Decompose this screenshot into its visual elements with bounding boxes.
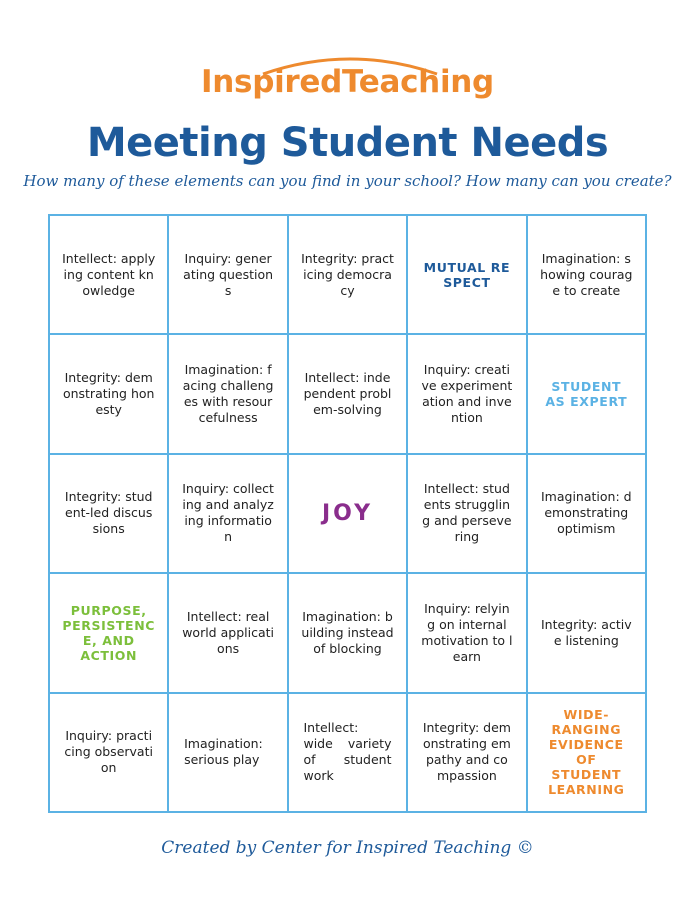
cell-text: Imagination: showing courage to create [540, 250, 633, 298]
cell-text: Integrity: demonstrating empathy and compassion [422, 720, 511, 784]
cell-text: Inquiry: practicing observation [64, 728, 153, 776]
grid-cell [407, 454, 526, 573]
page-title: Meeting Student Needs [86, 120, 609, 166]
cell-text: Imagination: serious play [184, 736, 263, 768]
grid-cell [527, 573, 646, 692]
cell-text: Inquiry: collecting and analyzing information [182, 481, 274, 545]
grid-cell [527, 693, 646, 812]
cell-text: Inquiry: creative experimentation and invention [421, 362, 513, 426]
cell-text: Intellect: students struggling and persevering [422, 481, 512, 545]
page-subtitle: How many of these elements can you find in your school? How many can you create? [23, 172, 672, 190]
grid-cell [527, 454, 646, 573]
grid-cell [49, 454, 168, 573]
grid-cell [407, 334, 526, 453]
grid-cell [288, 454, 407, 573]
cell-text: Integrity: student-led discussions [64, 489, 153, 537]
grid-cell [527, 215, 646, 334]
cell-text: Intellect: independent problem-solving [303, 370, 392, 418]
grid-cell [49, 215, 168, 334]
grid-cell [288, 573, 407, 692]
cell-text: WIDE-RANGING EVIDENCE OF STUDENT LEARNING [548, 707, 625, 798]
cell-text: Imagination: building instead of blocking [301, 608, 394, 656]
grid-cell [288, 693, 407, 812]
grid-cell [168, 334, 287, 453]
grid-cell [49, 334, 168, 453]
grid-cell [288, 334, 407, 453]
grid-cell [407, 215, 526, 334]
grid-cell [288, 215, 407, 334]
grid-cell [407, 573, 526, 692]
grid-cell [49, 693, 168, 812]
cell-text: Imagination: facing challenges with resourcefulness [182, 362, 274, 426]
cell-text: Imagination: demonstrating optimism [541, 489, 632, 537]
cell-text: Intellect: real world applications [182, 608, 274, 656]
grid-cell [168, 573, 287, 692]
cell-text: Integrity: active listening [540, 616, 632, 648]
footer-credit: Created by Center for Inspired Teaching © [161, 838, 534, 858]
cell-text: STUDENT AS EXPERT [545, 379, 628, 410]
cell-text: Inquiry: generating questions [183, 250, 274, 298]
bingo-grid [48, 214, 647, 813]
grid-cell [527, 334, 646, 453]
grid-cell [407, 693, 526, 812]
grid-cell [168, 693, 287, 812]
cell-text: Inquiry: relying on internal motivation to learn [421, 600, 513, 664]
grid-cell [168, 215, 287, 334]
logo-text: InspiredTeaching [201, 64, 494, 100]
cell-text: JOY [321, 500, 374, 526]
logo [0, 40, 695, 110]
cell-text: MUTUAL RESPECT [423, 259, 511, 290]
cell-text: Intellect: applying content knowledge [62, 250, 156, 298]
cell-text: Intellect: wide variety of student work [303, 720, 392, 784]
cell-text: PURPOSE, PERSISTENCE, AND ACTION [62, 602, 156, 663]
cell-text: Integrity: practicing democracy [301, 250, 394, 298]
cell-text: Integrity: demonstrating honesty [62, 370, 155, 418]
grid-cell [168, 454, 287, 573]
grid-cell [49, 573, 168, 692]
